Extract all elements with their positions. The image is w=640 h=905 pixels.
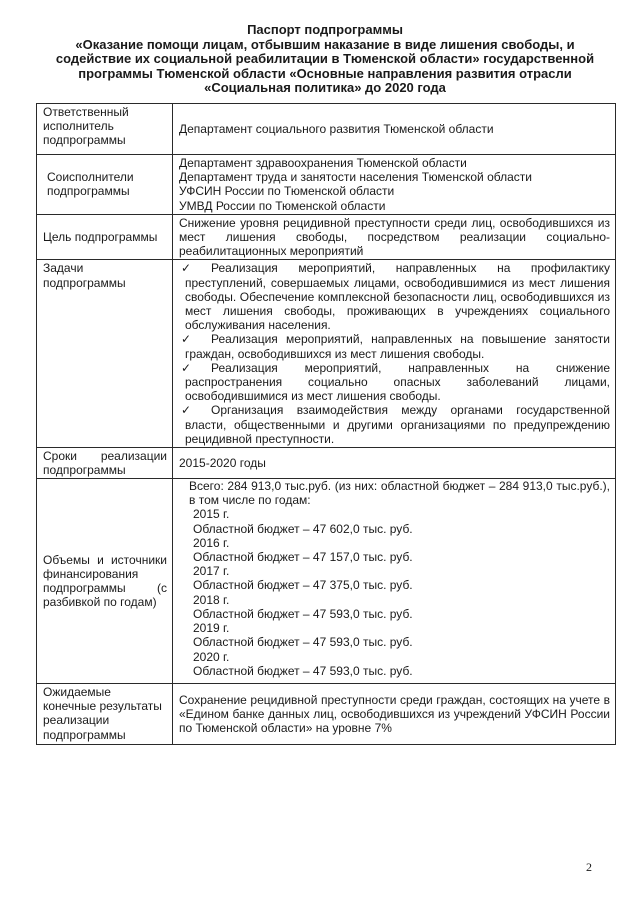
row-value-tasks <box>173 260 616 448</box>
table-row <box>37 683 616 744</box>
label-line: подпрограммы (с <box>43 581 167 596</box>
list-item <box>181 332 610 361</box>
coexecutor-item: Департамент здравоохранения Тюменской области <box>179 156 467 170</box>
table-row <box>37 104 616 155</box>
document-title <box>40 23 610 96</box>
label-line: разбивкой по годам) <box>43 595 157 610</box>
finance-year: 2019 г. <box>193 621 230 636</box>
task-text: Реализация мероприятий, направленных на снижение распространения социально опасных заболеваний лицами, освободившимися из мест лишения свободы. <box>185 360 610 404</box>
list-item <box>181 403 610 446</box>
row-value-finance <box>173 479 616 683</box>
finance-budget: Областной бюджет – 47 593,0 тыс. руб. <box>193 663 413 678</box>
coexecutor-item: Департамент труда и занятости населения Тюменской области <box>179 170 532 185</box>
row-value-goal: Снижение уровня рецидивной преступности среди лиц, освободившихся из мест лишения свободы, посредством реализации социально-реабилитационных мероприятий <box>173 214 616 260</box>
finance-budget: Областной бюджет – 47 157,0 тыс. руб. <box>193 550 413 565</box>
row-label-goal: Цель подпрограммы <box>37 214 173 260</box>
row-value-results: Сохранение рецидивной преступности среди граждан, состоящих на учете в «Едином банке данных лиц, освободившихся из учреждений УФСИН России по Тюменской области» на уровне 7% <box>173 683 616 744</box>
checkmark-icon: ✓ <box>181 261 192 276</box>
label-line: конечные результаты <box>43 699 162 714</box>
label-line: Ожидаемые <box>43 684 111 699</box>
row-label-terms <box>37 448 173 479</box>
label-line: подпрограммы <box>43 275 126 290</box>
finance-budget: Областной бюджет – 47 593,0 тыс. руб. <box>193 606 413 621</box>
label-line: подпрограммы <box>43 727 126 742</box>
label-line: реализации <box>43 713 110 728</box>
label-line: подпрограммы <box>43 463 126 478</box>
row-value-coexecutors <box>173 155 616 215</box>
label-line: Сроки реализации <box>43 449 167 464</box>
finance-year: 2017 г. <box>193 564 230 579</box>
task-text: Реализация мероприятий, направленных на повышение занятости граждан, освободившихся из мест лишения свободы. <box>185 332 610 361</box>
coexecutor-item: УФСИН России по Тюменской области <box>179 184 395 199</box>
checkmark-icon: ✓ <box>181 360 192 375</box>
finance-year: 2015 г. <box>193 507 230 522</box>
label-line: финансирования <box>43 566 139 581</box>
label-line: Ответственный <box>43 105 129 119</box>
finance-budget: Областной бюджет – 47 593,0 тыс. руб. <box>193 635 413 650</box>
label-line: подпрограммы <box>43 133 126 148</box>
coexecutor-item: УМВД России по Тюменской области <box>179 198 386 213</box>
task-text: Организация взаимодействия между органами государственной власти, общественными и другими организациями по предупреждению рецидивной преступности. <box>185 403 610 446</box>
row-label-finance <box>37 479 173 683</box>
list-item <box>181 261 610 333</box>
label-line: Соисполнители <box>47 170 134 185</box>
checkmark-icon: ✓ <box>181 403 192 418</box>
tasks-list <box>179 261 610 446</box>
title-line: программы Тюменской области «Основные направления развития отрасли <box>78 65 572 81</box>
row-label-coexecutors <box>37 155 173 215</box>
row-label-results <box>37 683 173 744</box>
checkmark-icon: ✓ <box>181 332 192 347</box>
row-value-responsible: Департамент социального развития Тюменской области <box>173 104 616 155</box>
label-line: Объемы и источники <box>43 552 167 567</box>
label-line: подпрограммы <box>47 184 130 199</box>
finance-total: Всего: 284 913,0 тыс.руб. (из них: областной бюджет – 284 913,0 тыс.руб.), в том числе по годам: <box>189 479 610 507</box>
finance-year: 2018 г. <box>193 592 230 607</box>
title-line: «Оказание помощи лицам, отбывшим наказание в виде лишения свободы, и <box>75 36 575 52</box>
row-label-tasks <box>37 260 173 448</box>
label-line: Задачи <box>43 261 84 276</box>
table-row <box>37 155 616 215</box>
table-row <box>37 479 616 683</box>
list-item <box>181 360 610 404</box>
label-line: исполнитель <box>43 119 114 134</box>
table-row <box>37 448 616 479</box>
page-number: 2 <box>586 860 592 874</box>
finance-budget: Областной бюджет – 47 602,0 тыс. руб. <box>193 521 413 536</box>
finance-year: 2016 г. <box>193 535 230 550</box>
task-text: Реализация мероприятий, направленных на профилактику преступлений, совершаемых лицами, освободившимися из мест лишения свободы. Обеспечение комплексной безопасности лиц, освободившихся из мест лишения свободы, проживающих в учреждениях социального обслуживания населения. <box>185 261 610 333</box>
row-label-responsible <box>37 104 173 155</box>
row-value-terms: 2015-2020 годы <box>173 448 616 479</box>
passport-table <box>36 103 616 745</box>
finance-budget: Областной бюджет – 47 375,0 тыс. руб. <box>193 578 413 593</box>
title-line: Паспорт подпрограммы <box>247 22 403 37</box>
title-line: «Социальная политика» до 2020 года <box>204 80 446 95</box>
finance-year: 2020 г. <box>193 649 230 664</box>
table-row <box>37 214 616 260</box>
table-row <box>37 260 616 448</box>
title-line: содействие их социальной реабилитации в Тюменской области» государственной <box>55 51 595 66</box>
